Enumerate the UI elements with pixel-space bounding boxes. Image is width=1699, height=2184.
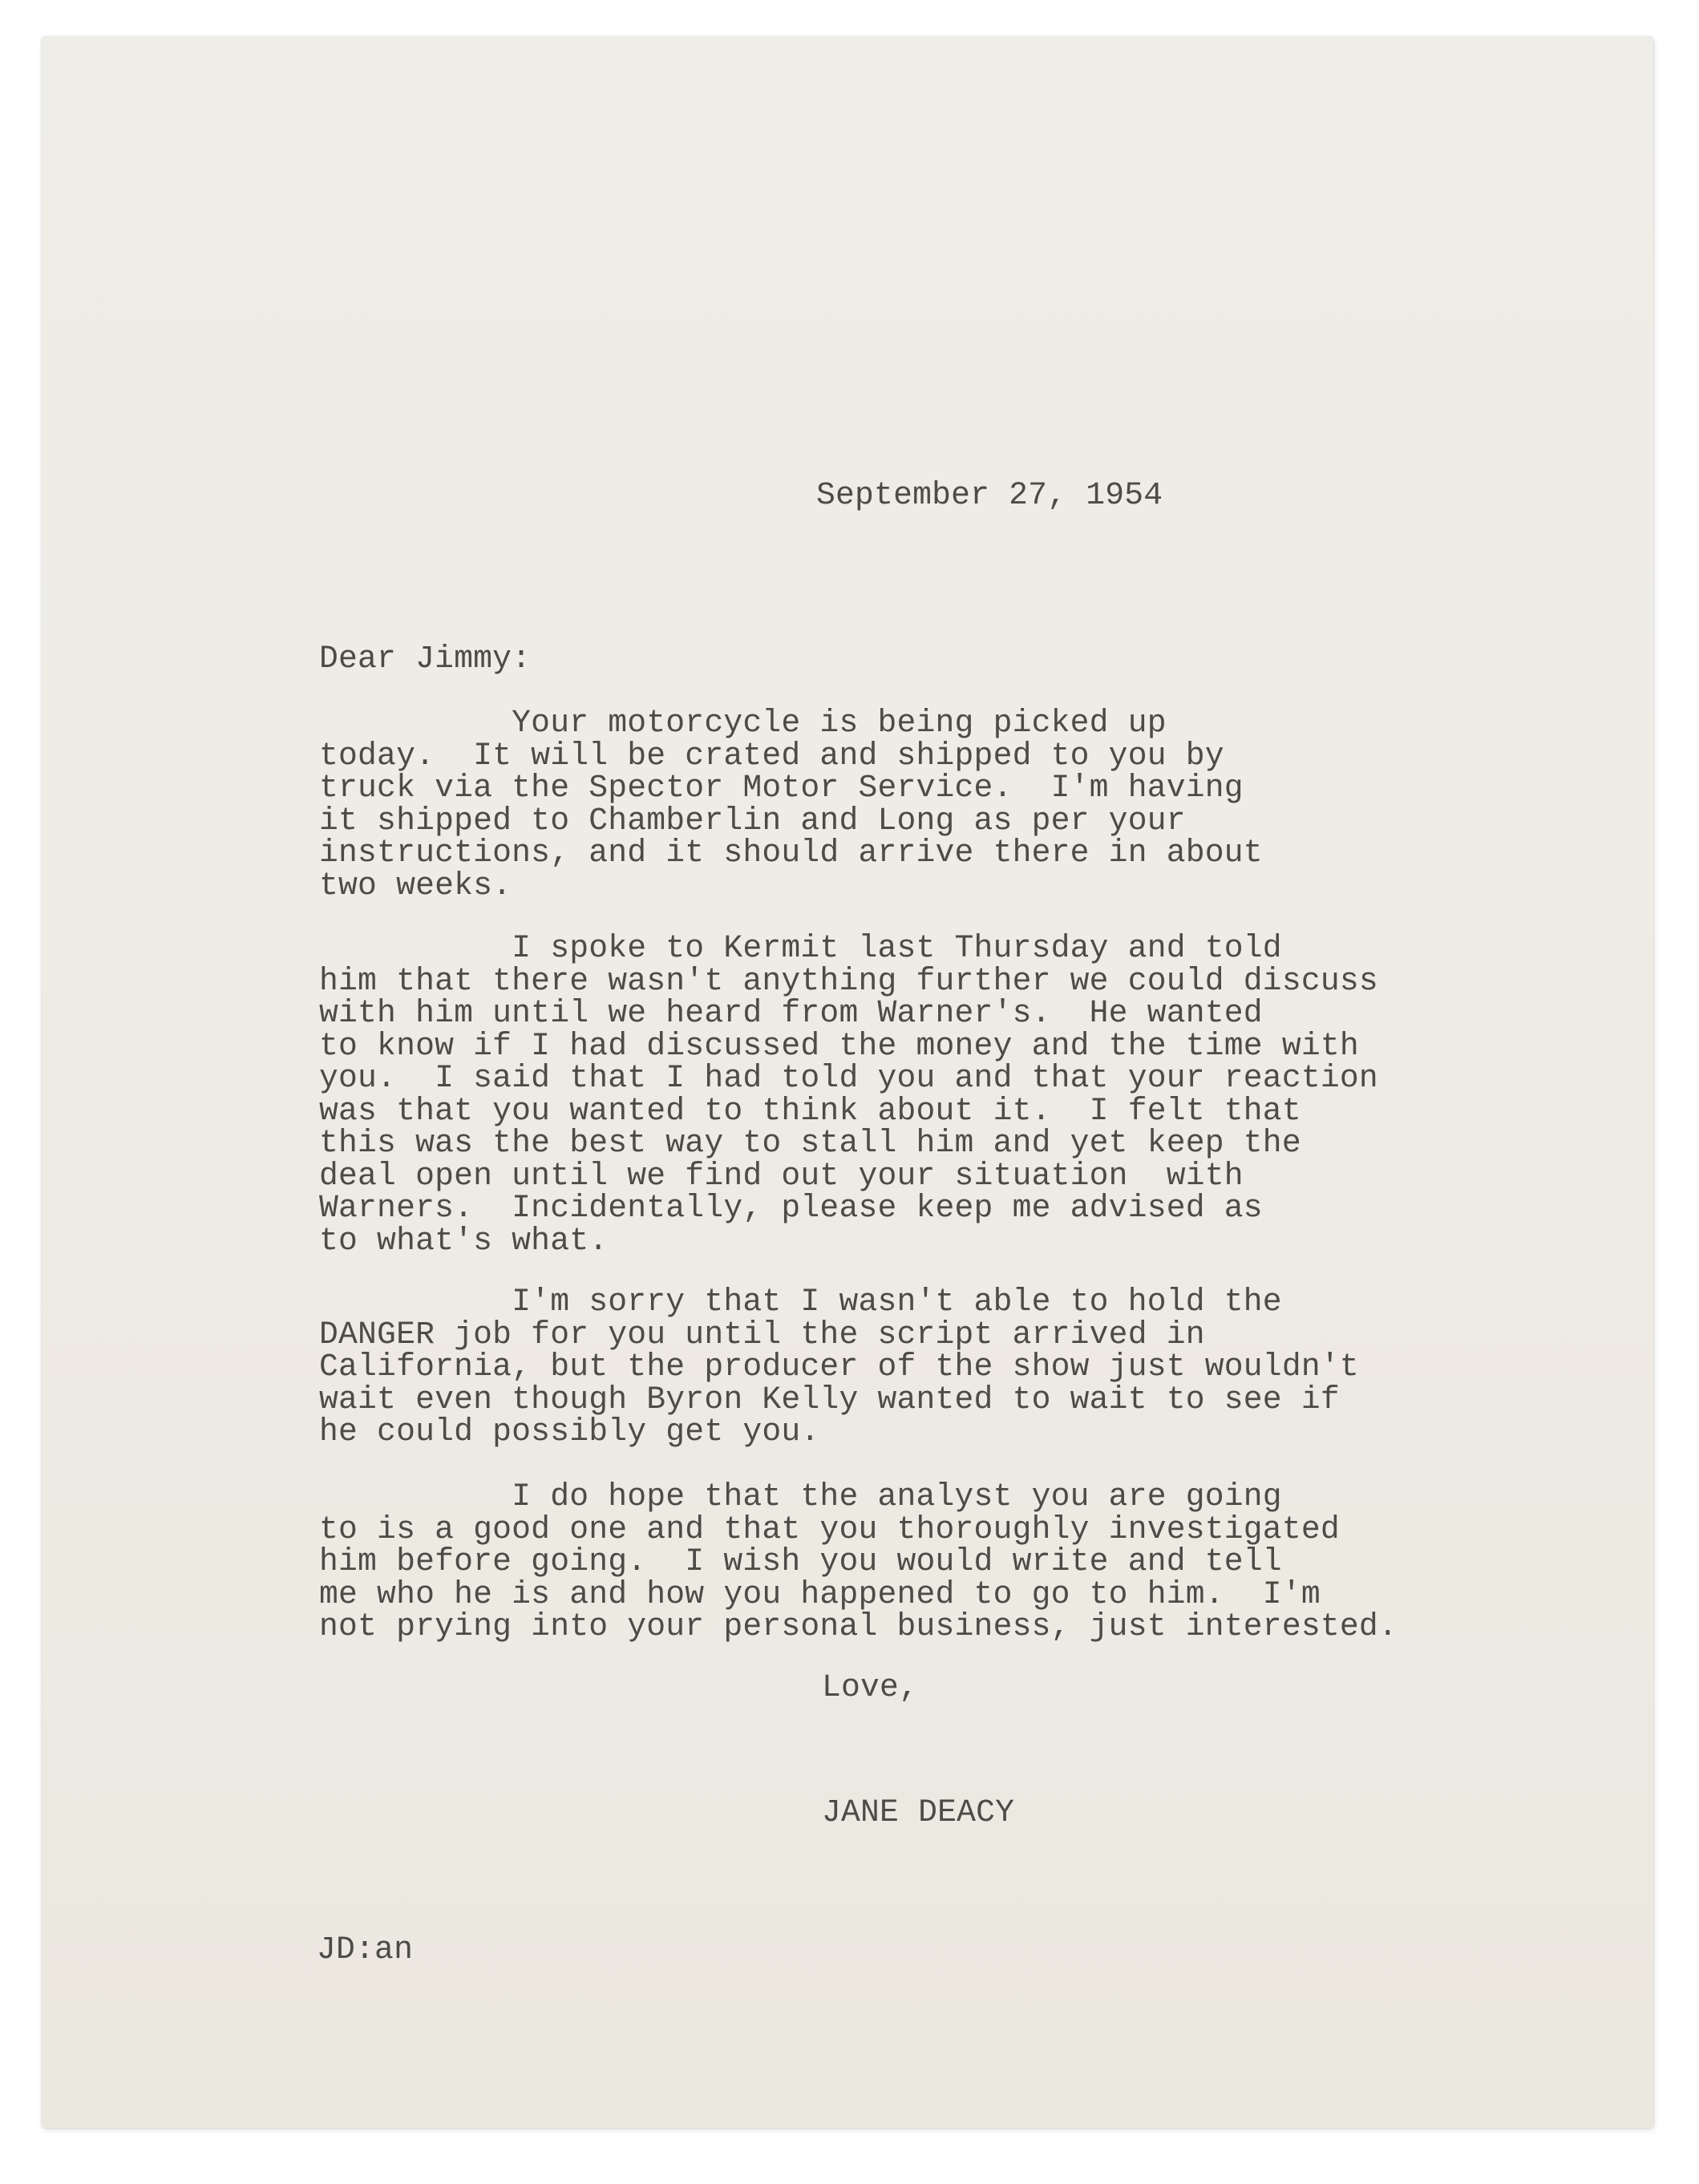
reference-initials: JD:an	[317, 1931, 414, 1968]
letter-date: September 27, 1954	[816, 477, 1163, 513]
salutation: Dear Jimmy:	[319, 641, 532, 677]
body-paragraph-1: Your motorcycle is being picked up today. It will be crated and shipped to you by truck via the Spector Motor Service. I'm having it shipped to Chamberlin and Long as per your instructions, and it should arrive there in about two weeks.	[319, 705, 1263, 904]
body-paragraph-2: I spoke to Kermit last Thursday and told him that there wasn't anything further we could discuss with him until we heard from Warner's. He wanted to know if I had discussed the money and the time with you. I said that I had told you and that your reaction was that you wanted to think about it. I felt that this was the best way to stall him and yet keep the deal open until we find out your situation with Warners. Incidentally, please keep me advised as to what's what.	[319, 930, 1378, 1259]
body-paragraph-3: I'm sorry that I wasn't able to hold the DANGER job for you until the script arrived in California, but the producer of the show just wouldn't wait even though Byron Kelly wanted to wait to see if he could possibly get you.	[319, 1284, 1359, 1450]
closing: Love,	[822, 1669, 919, 1705]
signer-name: JANE DEACY	[822, 1794, 1015, 1830]
body-paragraph-4: I do hope that the analyst you are going to is a good one and that you thoroughly investigated him before going. I wish you would write and tell me who he is and how you happened to go to him. I'm not prying into your personal business, just interested.	[319, 1478, 1398, 1644]
